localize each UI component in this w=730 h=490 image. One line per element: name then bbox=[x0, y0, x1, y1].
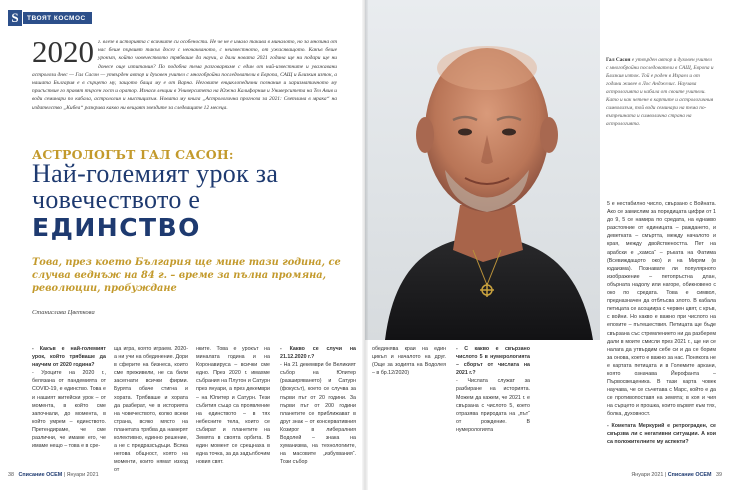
column-2 bbox=[114, 345, 188, 474]
folio-issue-left: | Януари 2021 bbox=[63, 472, 99, 478]
intro-year: 2020 bbox=[32, 34, 94, 69]
intro-text: г. влезе в историята с всичките си особености. Не че не е имало такива в миналото, но за мнозина от нас беше първият такъв досег с неочакваното, с неизвестното, от ужасяващото. Какъв беше урокът, който човечеството трябваше да научи, а дали новата 2021 година ще ни подари ще ни донесе още изпитания? По подобна тема разговаряхме с един от най-известните и уважавани астролози днес — Гал Сасон — утвърден автор и духовен учител с многобройни последователи в Европа, САЩ и Близкия изток, а нашата България е в сърцето му, защото баща му е от Варна. Неговите енциклопедични познания и харизматичното му присъствие го правят търсен гост и оратор. Изнася лекции в Университета на Южна Калифорния и Университета на Тел Авив и води семинари по кабала, астрология и мистицизъм. Новата му книга „Астрологична прогноза за 2021: Светлина в мрака“ на издателство „Кибеа“ разкрива какво ни вещаят звездите за следващите 12 месеца. bbox=[32, 39, 337, 111]
folio-issue-right: Януари 2021 | bbox=[631, 472, 667, 478]
deck: Това, през което България ще мине тази година, се случва веднъж на 84 г. – време за пълна промяна, революции, пробуждане bbox=[32, 257, 341, 294]
column-3 bbox=[196, 345, 270, 467]
folio-left bbox=[8, 472, 99, 478]
folio-right bbox=[631, 472, 722, 478]
right-column-text: 5 е нестабилно число, свързано с Войната. Ако се замислим за поредицата цифри от 1 до 9, 5 се намира по средата, на еднакво разстояние от единицата – раждането, и деветката – смъртта, между началото и края, между двойствеността. Пет на арабски е „хамса“ – ръката на Фатима (Всевиждащото око) и на Мирям (в юдаизма). Познавате ли популярното изображение – петопръстна длан, обърната надолу или нагоре, обикновено с око по средата. Това е символ, предназначен да отблъсва злото. В кабала петицата се асоциира с червен цвят, с кръв, с войни. Но какво е важно при числото на епохите – пътешествия. Петицата ще бъде свързана със стремлението ни да разберем дали в моите смисли през 2021 г., ще ни се налага да утвърдим себе си и да се борим за онова, което е важно за нас. Понякога не е картата петицата и в Големите аркани, която означава Йерофанта – Първосвещеника. В тази карта човек научава, че се съчетава с Марс, който е да се противопоставя на земята; в коя и чия на сърцето и прошка, които вървят към тях, болка, духовност. bbox=[607, 201, 716, 418]
headline-line: Най-големият урок за човечеството е bbox=[32, 159, 279, 214]
caption-text: е утвърден автор и духовен учител с многобройни последователи в САЩ, Европа и Близкия изток. Той е роден в Израел и от години живее в Лос Анджелис. Научава астрологията и кабала от своите учители. Като и как четене в картите и астрологичния символизъм, той води семинари на тема по-вътрешната и символична страна на астрологията. bbox=[606, 57, 714, 127]
section-label: ТВОЯТ КОСМОС bbox=[23, 12, 92, 24]
folio-brand-right: Списание ОСЕМ bbox=[667, 472, 712, 478]
byline: Станислава Цветкова bbox=[32, 309, 95, 316]
magazine-logo-icon: S bbox=[8, 10, 22, 26]
answer-2: - На 21 декември бе Великият събор на Юпитер (разширяването) и Сатурн (фокусът), което се случва за първи път от 20 години. За първи път от 200 години планетите се приближават в друг знак – от консервативния Козирог в либералния Водолей – знака на хуманизма, на технологиите, на масовите „избухвания“. Този събор bbox=[280, 362, 356, 466]
kicker: АСТРОЛОГЪТ ГАЛ САСОН: bbox=[32, 147, 234, 162]
column-5-text: обединява краи на един цикъл и началото на друг. (Още за зодията на Водолея – в бр.12/2020) bbox=[372, 346, 446, 377]
intro-paragraph bbox=[32, 34, 337, 112]
answer-4: - Числата служат за разбиране на историята. Можем да кажем, че 2021 г. е свързана с числото 5, което отразява природата на „път“ от рождение. В нумерологията bbox=[456, 378, 530, 433]
portrait-photo bbox=[365, 0, 600, 340]
question-3: - Кометата Меркурий е ретрограден, се свързва ли с негативни ситуации. А кои са положителните му аспекти? bbox=[607, 422, 716, 445]
column-3-text: нките. Това е урокът на миналата година и на Коронавируса – всички сме едно. През 2020 г. имахме събрания на Плутон и Сатурн през януари, а през декември – на Юпитер и Сатурн. Тези събития също са проявление на единството – в тях небесните тела, които се събират и планетите на Земята в своята орбита. В един момент се срещнаха в една точка, за да задълбочим новия свят. bbox=[196, 346, 270, 466]
right-column bbox=[607, 200, 716, 472]
column-5 bbox=[372, 345, 446, 467]
portrait-illustration bbox=[365, 0, 600, 340]
page-number-left: 38 bbox=[8, 472, 14, 478]
folio-brand-left: Списание ОСЕМ bbox=[18, 472, 63, 478]
question-2: - Какво се случи на 21.12.2020 г.? bbox=[280, 346, 356, 361]
page-number-right: 39 bbox=[716, 472, 722, 478]
photo-caption bbox=[606, 56, 714, 128]
column-4 bbox=[280, 345, 356, 467]
section-tag bbox=[8, 10, 92, 26]
column-1 bbox=[32, 345, 106, 467]
caption-name: Гал Сасон bbox=[606, 57, 631, 63]
column-6 bbox=[456, 345, 530, 467]
question-4: - С какво е свързано числото 5 в нумерологията – сборът от числата на 2021 г.? bbox=[456, 346, 530, 377]
answer-1: - Уроците на 2020 г., белязана от пандемията от COVID-19, е единство. Това е и нашият житейски урок – от момента, в който сме започнали, до момента, в който умрем – единството. Претендираме, че сме различни, че имаме его, че имаме нещо – това е в сре- bbox=[32, 370, 106, 450]
page-gutter bbox=[362, 0, 368, 490]
column-2-text: ща игра, която играем. 2020-а ни учи на обединение. Дори в сферите на бизнеса, които сме преживели, не са били засегнати всички фирми. Бурята обаче стигна и хората. Трябваше и хората да разберат, че в историята на човечеството, колко всеки страна, всяко място на планетата трябва да намерят колективно, единно решение, а не с предразсъдъци. Всяка негова общност, която на моменти, които нямат изход от bbox=[114, 346, 188, 474]
headline bbox=[32, 161, 342, 243]
headline-big: ЕДИНСТВО bbox=[32, 213, 201, 242]
question-1: - Какъв е най-големият урок, който трябваше да научим от 2020 година? bbox=[32, 346, 106, 369]
